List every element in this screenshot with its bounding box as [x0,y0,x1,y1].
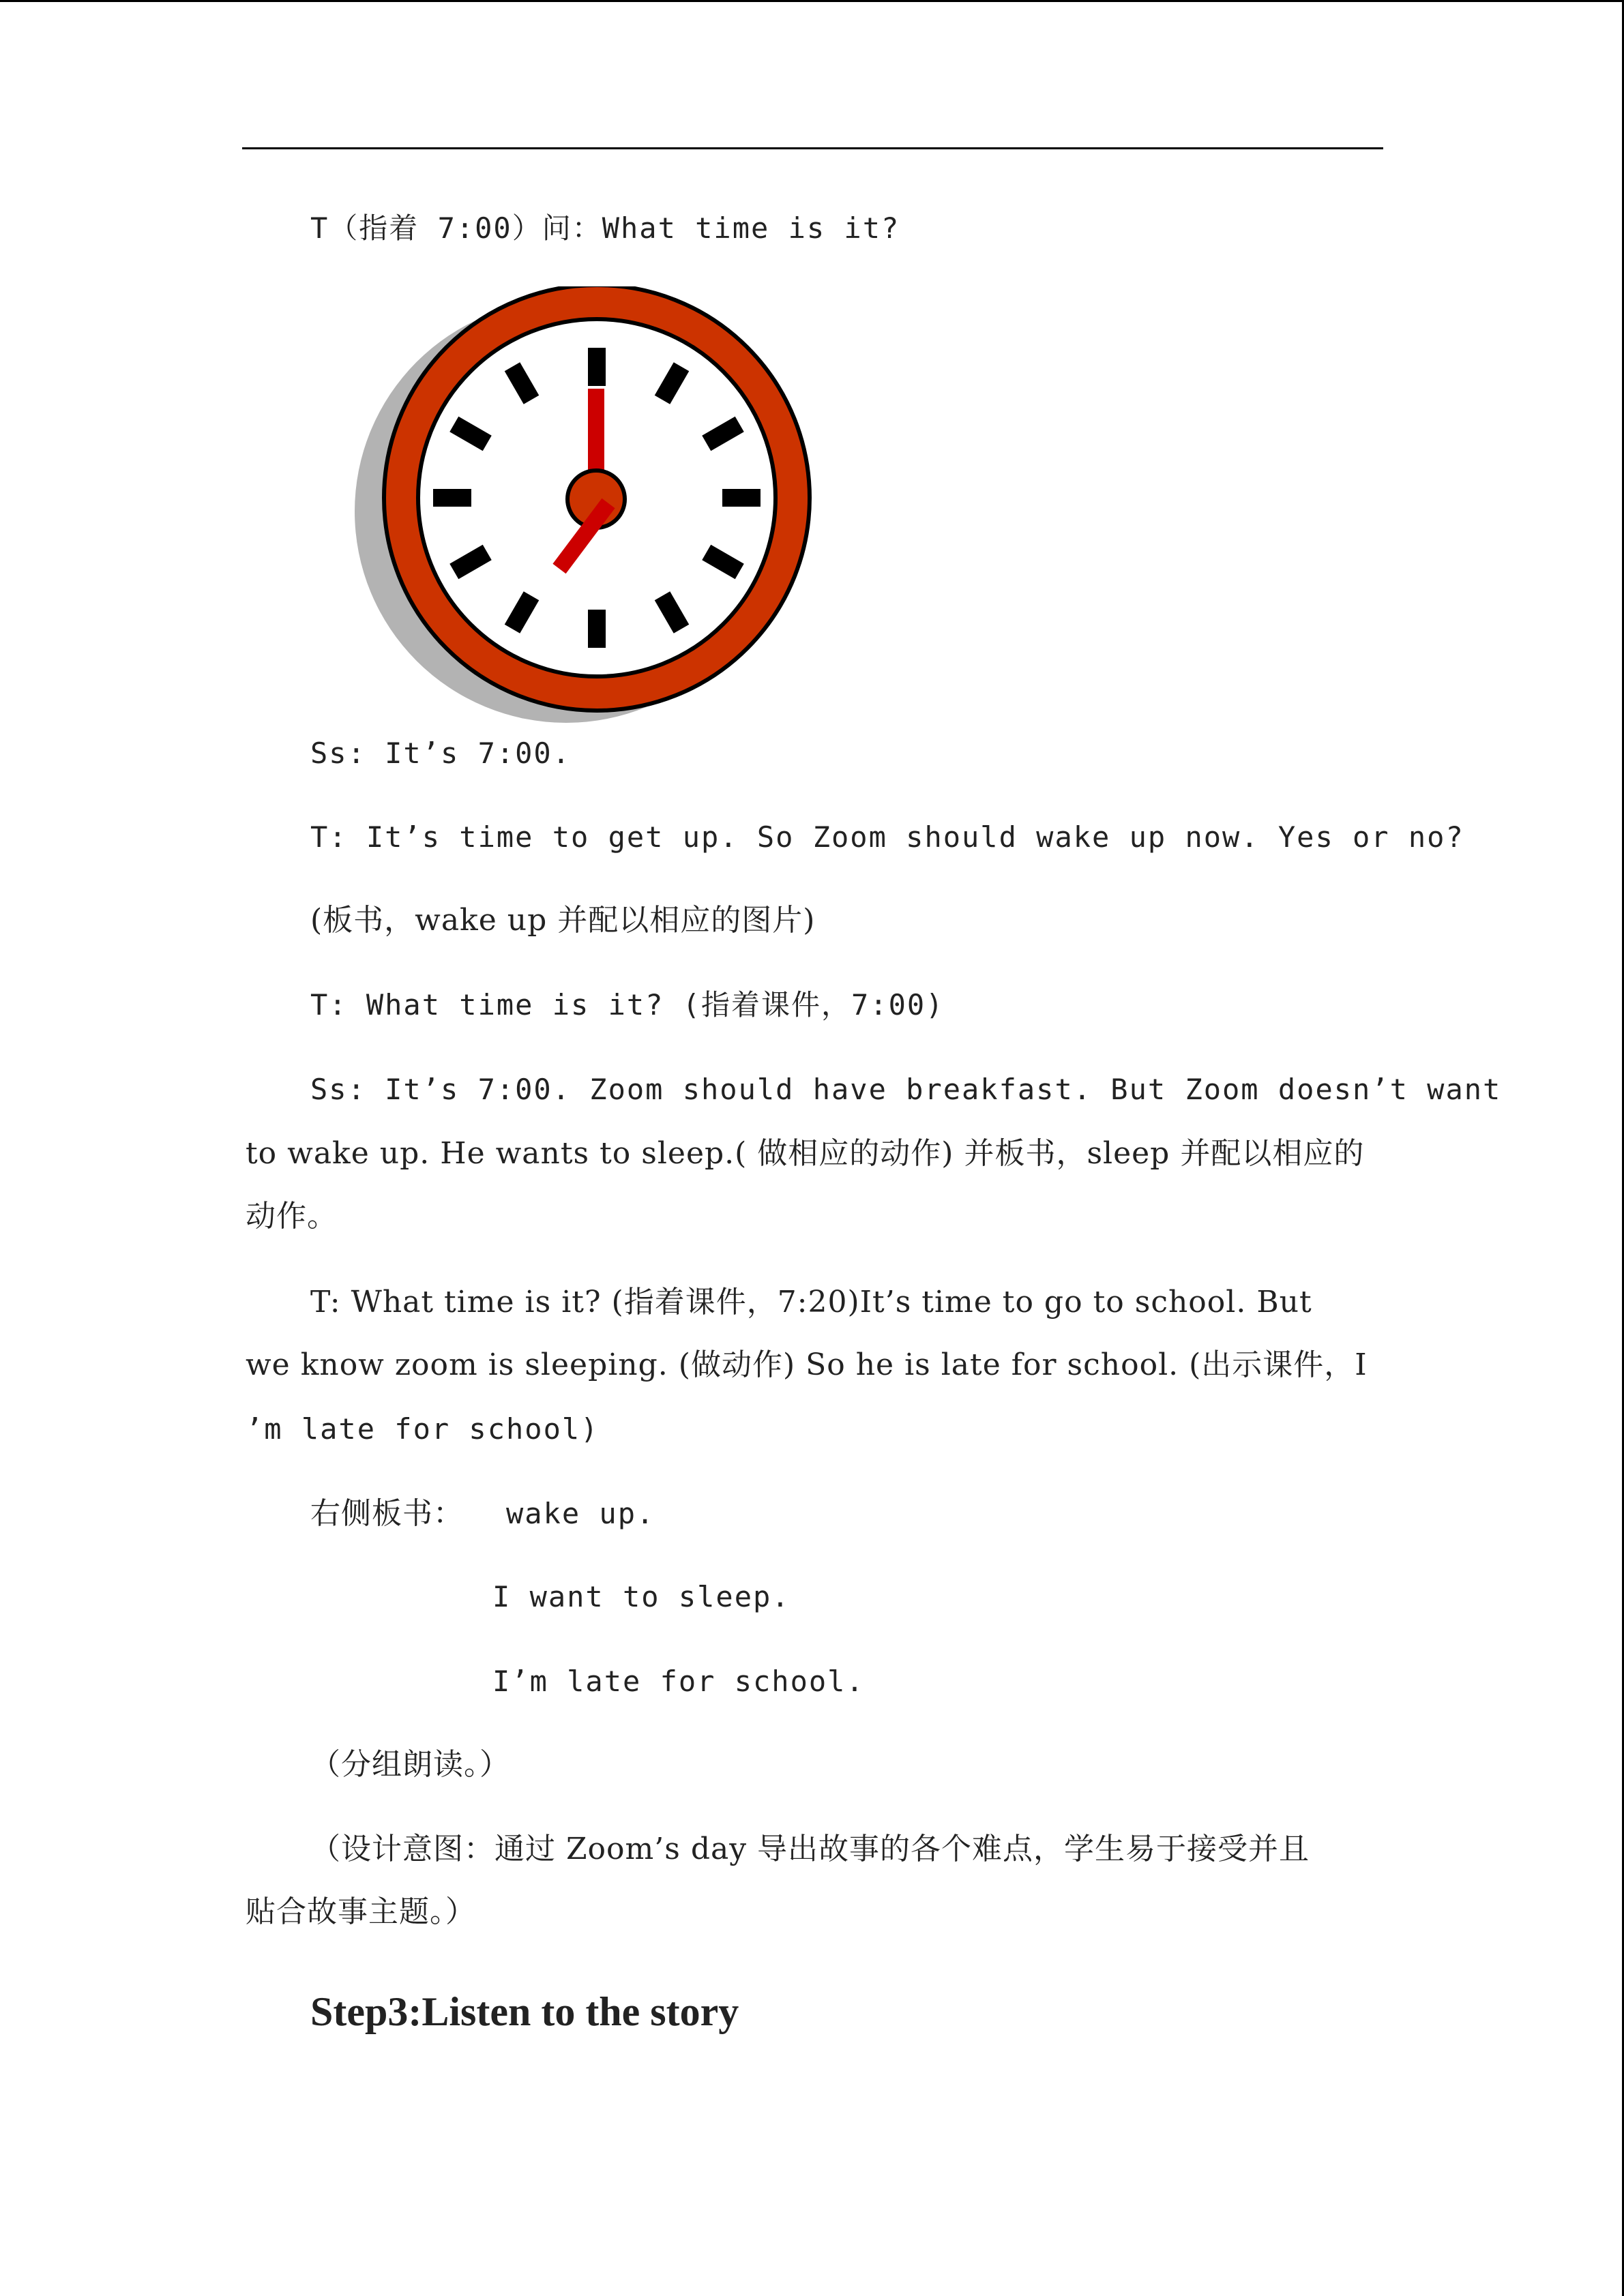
board-label: 右侧板书： [310,1496,464,1531]
paragraph-1-line-3: 动作。 [246,1199,338,1234]
board-item-late-for-school: I’m late for school. [492,1665,865,1698]
board-item-wake-up: wake up. [506,1497,655,1530]
step3-heading: Step3:Listen to the story [310,1989,739,2034]
page-top-border [0,0,1624,2]
clock-icon [341,286,832,730]
teacher-question-line: T（指着 7:00）问：What time is it? [310,211,900,245]
board-note-wake-up: (板书，wake up 并配以相应的图片) [310,903,816,938]
paragraph-2-line-3: ’m late for school) [246,1412,600,1446]
paragraph-2-line-2: we know zoom is sleeping. (做动作) So he is late for school. (出示课件，I [246,1347,1368,1382]
design-intent-line-2: 贴合故事主题。） [246,1894,476,1929]
teacher-getup-line: T: It’s time to get up. So Zoom should wake up now. Yes or no? [310,820,1464,854]
students-answer-line: Ss: It’s 7:00. [310,736,572,770]
paragraph-2-line-1: T: What time is it? (指着课件，7:20)It’s time to go to school. But [310,1285,1312,1320]
teacher-time-question: T: What time is it? (指着课件，7:00) [310,988,945,1022]
group-reading-note: （分组朗读。） [310,1747,510,1782]
paragraph-1-line-1: Ss: It’s 7:00. Zoom should have breakfast. But Zoom doesn’t want [310,1073,1502,1106]
header-rule [242,147,1383,149]
design-intent-line-1: （设计意图：通过 Zoom’s day 导出故事的各个难点，学生易于接受并且 [310,1832,1310,1866]
paragraph-1-line-2: to wake up. He wants to sleep.( 做相应的动作) 并板书，sleep 并配以相应的 [246,1136,1365,1171]
board-item-want-to-sleep: I want to sleep. [492,1580,791,1613]
